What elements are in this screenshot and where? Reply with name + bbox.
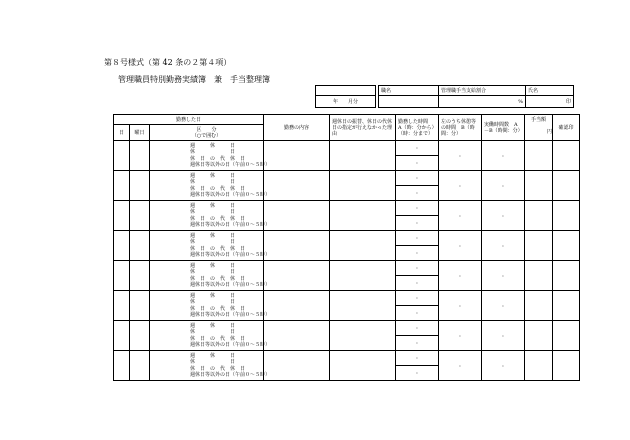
category-cell: [150, 351, 271, 381]
category-option[interactable]: 休 日: [190, 299, 236, 305]
category-option[interactable]: 週 休 日: [190, 262, 236, 269]
rest-time-header: 左のうち休憩等の時間 B（時間：分）: [439, 115, 482, 141]
record-row: [114, 291, 580, 306]
time-separator: :: [416, 310, 418, 316]
work-content-cell[interactable]: [264, 321, 330, 351]
day-cell[interactable]: [114, 321, 130, 351]
category-option[interactable]: 休 日 の 代 休 日: [190, 185, 246, 192]
time-from-cell[interactable]: [396, 261, 439, 276]
time-separator: :: [416, 160, 418, 166]
actual-time-header: 実働時間数 A－B（時間：分）: [482, 115, 525, 141]
time-separator: :: [459, 212, 461, 219]
confirm-seal-cell[interactable]: [553, 171, 580, 201]
category-option[interactable]: 休 日: [190, 269, 236, 275]
time-separator: :: [459, 272, 461, 279]
weekday-cell[interactable]: [130, 231, 150, 261]
category-option[interactable]: 週 休 日: [190, 142, 236, 149]
time-to-cell[interactable]: [396, 156, 439, 171]
actual-time-cell[interactable]: [482, 291, 525, 321]
time-to-cell[interactable]: [396, 276, 439, 291]
category-header: [150, 125, 264, 141]
allowance-cell[interactable]: [525, 291, 553, 321]
time-separator: :: [416, 205, 418, 211]
work-record-table: [113, 114, 580, 381]
rest-time-cell[interactable]: [439, 291, 482, 321]
name-label: 氏名: [526, 86, 574, 96]
work-content-cell[interactable]: [264, 141, 330, 171]
category-cell: [150, 231, 271, 261]
category-option[interactable]: 週休日等以外の日（午前０～５時）: [190, 342, 271, 348]
work-content-header: 勤務の内容: [264, 115, 330, 141]
category-option[interactable]: 週休日等以外の日（午前０～５時）: [190, 312, 271, 318]
confirm-seal-cell[interactable]: [553, 261, 580, 291]
category-option[interactable]: 休 日 の 代 休 日: [190, 365, 246, 372]
allowance-rate-label: 管理職手当支給割合: [439, 86, 526, 96]
name-field[interactable]: [526, 96, 574, 108]
category-header-note: （○で囲む）: [191, 132, 222, 139]
record-row: [114, 231, 580, 246]
record-row: [114, 261, 580, 276]
actual-time-cell[interactable]: [482, 171, 525, 201]
rest-time-cell[interactable]: [439, 231, 482, 261]
work-content-cell[interactable]: [264, 231, 330, 261]
actual-time-cell[interactable]: [482, 141, 525, 171]
time-separator: :: [459, 152, 461, 159]
category-option[interactable]: 週休日等以外の日（午前０～５時）: [190, 162, 271, 168]
record-row: [114, 321, 580, 336]
day-cell[interactable]: [114, 261, 130, 291]
confirm-seal-cell[interactable]: [553, 141, 580, 171]
weekday-cell[interactable]: [130, 321, 150, 351]
weekday-cell[interactable]: [130, 201, 150, 231]
record-row: [114, 201, 580, 216]
actual-time-cell[interactable]: [482, 231, 525, 261]
form-title: 管理職員特別勤務実績簿 兼 手当整理簿: [118, 75, 270, 84]
form-number: 第８号様式（第 42 条の２第４項）: [104, 58, 232, 67]
time-separator: :: [416, 220, 418, 226]
reason-cell[interactable]: [330, 291, 396, 321]
day-cell[interactable]: [114, 231, 130, 261]
allowance-unit: 円: [546, 129, 552, 135]
category-option[interactable]: 週 休 日: [190, 322, 236, 329]
confirm-seal-cell[interactable]: [553, 351, 580, 381]
time-to-cell[interactable]: [396, 246, 439, 261]
confirm-seal-cell[interactable]: [553, 231, 580, 261]
category-option[interactable]: 休 日: [190, 329, 236, 335]
category-option[interactable]: 休 日: [190, 359, 236, 365]
work-content-cell[interactable]: [264, 171, 330, 201]
rest-time-cell[interactable]: [439, 141, 482, 171]
category-cell: [150, 171, 271, 201]
day-cell[interactable]: [114, 141, 130, 171]
category-cell: [150, 141, 271, 171]
time-separator: :: [502, 272, 504, 279]
time-separator: :: [459, 332, 461, 339]
time-to-cell[interactable]: [396, 366, 439, 381]
day-cell[interactable]: [114, 201, 130, 231]
rest-time-cell[interactable]: [439, 261, 482, 291]
category-option[interactable]: 休 日: [190, 209, 236, 215]
time-separator: :: [416, 280, 418, 286]
allowance-cell[interactable]: [525, 171, 553, 201]
time-from-cell[interactable]: [396, 171, 439, 186]
time-separator: :: [502, 152, 504, 159]
time-to-cell[interactable]: [396, 306, 439, 321]
time-separator: :: [502, 182, 504, 189]
time-from-cell[interactable]: [396, 231, 439, 246]
confirm-seal-cell[interactable]: [553, 201, 580, 231]
rest-time-cell[interactable]: [439, 321, 482, 351]
record-row: [114, 141, 580, 156]
allowance-cell[interactable]: [525, 231, 553, 261]
category-cell: [150, 321, 271, 351]
weekday-header: 曜日: [130, 125, 150, 141]
category-option[interactable]: 週 休 日: [190, 202, 236, 209]
time-separator: :: [416, 235, 418, 241]
work-content-cell[interactable]: [264, 261, 330, 291]
time-separator: :: [459, 182, 461, 189]
allowance-cell[interactable]: [525, 261, 553, 291]
category-option[interactable]: 週 休 日: [190, 172, 236, 179]
seal-mark: 印: [565, 99, 571, 105]
time-separator: :: [416, 175, 418, 181]
confirm-seal-header: 確認印: [553, 115, 580, 141]
day-cell[interactable]: [114, 291, 130, 321]
year-month-box: [315, 85, 376, 108]
weekday-cell[interactable]: [130, 351, 150, 381]
time-separator: :: [459, 362, 461, 369]
allowance-cell[interactable]: [525, 351, 553, 381]
allowance-rate-field[interactable]: [439, 96, 526, 108]
time-to-cell[interactable]: [396, 336, 439, 351]
rest-time-cell[interactable]: [439, 351, 482, 381]
actual-time-cell[interactable]: [482, 201, 525, 231]
category-option[interactable]: 週休日等以外の日（午前０～５時）: [190, 222, 271, 228]
category-option[interactable]: 休 日 の 代 休 日: [190, 335, 246, 342]
time-separator: :: [416, 340, 418, 346]
time-separator: :: [502, 242, 504, 249]
category-header-label: 区 分: [196, 126, 217, 133]
actual-time-cell[interactable]: [482, 351, 525, 381]
category-option[interactable]: 休 日: [190, 239, 236, 245]
time-separator: :: [416, 370, 418, 376]
confirm-seal-cell[interactable]: [553, 321, 580, 351]
time-separator: :: [459, 242, 461, 249]
day-header: 日: [114, 125, 130, 141]
header-info-table: [378, 85, 574, 108]
category-option[interactable]: 休 日: [190, 149, 236, 155]
time-separator: :: [416, 145, 418, 151]
work-content-cell[interactable]: [264, 351, 330, 381]
record-row: [114, 351, 580, 366]
category-option[interactable]: 週休日等以外の日（午前０～５時）: [190, 372, 271, 378]
work-content-cell[interactable]: [264, 201, 330, 231]
day-cell[interactable]: [114, 171, 130, 201]
rest-time-cell[interactable]: [439, 201, 482, 231]
time-separator: :: [459, 302, 461, 309]
reason-cell[interactable]: [330, 351, 396, 381]
category-cell: [150, 261, 271, 291]
day-cell[interactable]: [114, 351, 130, 381]
time-to-cell[interactable]: [396, 186, 439, 201]
time-separator: :: [502, 302, 504, 309]
time-separator: :: [416, 265, 418, 271]
category-option[interactable]: 週休日等以外の日（午前０～５時）: [190, 252, 271, 258]
year-month-label: 年 月分: [316, 96, 376, 108]
category-option[interactable]: 週休日等以外の日（午前０～５時）: [190, 282, 271, 288]
allowance-header: [525, 115, 553, 141]
post-name-label: 職名: [379, 86, 439, 96]
category-option[interactable]: 週 休 日: [190, 292, 236, 299]
category-option[interactable]: 休 日 の 代 休 日: [190, 155, 246, 162]
time-from-cell[interactable]: [396, 201, 439, 216]
reason-cell[interactable]: [330, 321, 396, 351]
category-option[interactable]: 週 休 日: [190, 232, 236, 239]
time-separator: :: [502, 362, 504, 369]
actual-time-cell[interactable]: [482, 261, 525, 291]
record-row: [114, 171, 580, 186]
time-separator: :: [416, 295, 418, 301]
time-separator: :: [502, 332, 504, 339]
category-option[interactable]: 休 日 の 代 休 日: [190, 245, 246, 252]
category-option[interactable]: 週 休 日: [190, 352, 236, 359]
time-from-cell[interactable]: [396, 291, 439, 306]
reason-cell[interactable]: [330, 141, 396, 171]
allowance-cell[interactable]: [525, 201, 553, 231]
category-option[interactable]: 週休日等以外の日（午前０～５時）: [190, 192, 271, 198]
worked-day-header: 勤務した日: [114, 115, 264, 125]
time-separator: :: [416, 355, 418, 361]
time-separator: :: [416, 190, 418, 196]
category-option[interactable]: 休 日 の 代 休 日: [190, 275, 246, 282]
allowance-cell[interactable]: [525, 321, 553, 351]
rest-time-cell[interactable]: [439, 171, 482, 201]
reason-cell[interactable]: [330, 171, 396, 201]
reason-cell[interactable]: [330, 261, 396, 291]
time-from-cell[interactable]: [396, 321, 439, 336]
time-separator: :: [416, 325, 418, 331]
allowance-label: 手当額: [530, 117, 546, 123]
time-to-cell[interactable]: [396, 216, 439, 231]
percent-unit: %: [518, 98, 523, 105]
category-option[interactable]: 休 日 の 代 休 日: [190, 305, 246, 312]
actual-time-cell[interactable]: [482, 321, 525, 351]
weekday-cell[interactable]: [130, 261, 150, 291]
category-option[interactable]: 休 日: [190, 179, 236, 185]
time-separator: :: [502, 212, 504, 219]
category-cell: [150, 201, 271, 231]
time-from-cell[interactable]: [396, 141, 439, 156]
category-cell: [150, 291, 271, 321]
work-content-cell[interactable]: [264, 291, 330, 321]
category-option[interactable]: 休 日 の 代 休 日: [190, 215, 246, 222]
weekday-cell[interactable]: [130, 141, 150, 171]
post-name-field[interactable]: [379, 96, 439, 108]
time-from-cell[interactable]: [396, 351, 439, 366]
time-separator: :: [416, 250, 418, 256]
allowance-cell[interactable]: [525, 141, 553, 171]
confirm-seal-cell[interactable]: [553, 291, 580, 321]
worked-time-header: 勤務した時間 A（時：分から）（時：分まで）: [396, 115, 439, 141]
reason-header: 週休日の振替、休日の代休日の指定が行えなかった理由: [330, 115, 396, 141]
reason-cell[interactable]: [330, 231, 396, 261]
weekday-cell[interactable]: [130, 291, 150, 321]
reason-cell[interactable]: [330, 201, 396, 231]
weekday-cell[interactable]: [130, 171, 150, 201]
